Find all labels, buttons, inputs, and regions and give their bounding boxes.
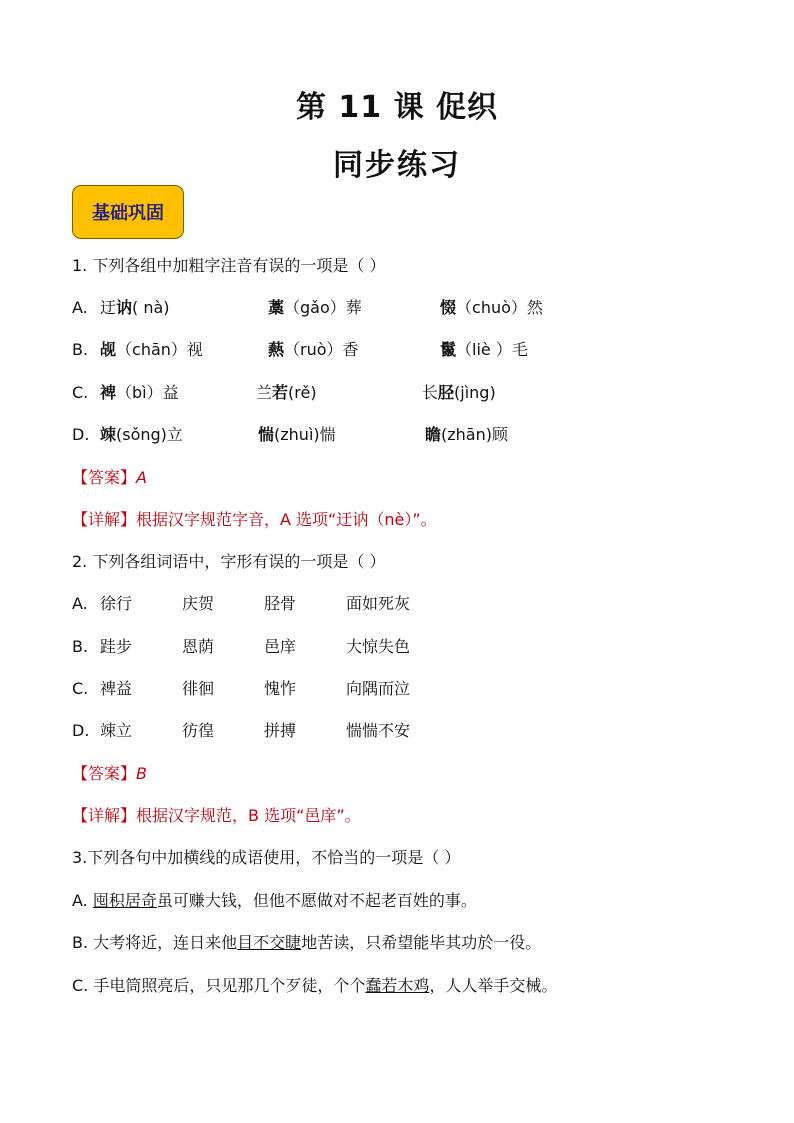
item-prefix: 迂: [100, 298, 117, 317]
answer-value: B: [136, 764, 147, 783]
sentence-pre: 大考将近，连日来他: [93, 933, 238, 952]
item-prefix: 长: [422, 383, 439, 402]
item-pinyin: (rě): [288, 383, 317, 402]
option-item: [258, 425, 336, 445]
item-pinyin: （ruò）香: [284, 340, 359, 359]
item-pinyin: (zhān)顾: [441, 425, 508, 444]
option-item: [100, 425, 183, 445]
bold-char: 瞻: [425, 425, 442, 444]
bold-char: 惙: [440, 298, 457, 317]
item-pinyin: （liè ）毛: [456, 340, 528, 359]
detail-text: 根据汉字规范字音，A 选项“迂讷（nè）”。: [136, 510, 437, 529]
item-pinyin: （gǎo）葬: [284, 298, 362, 317]
answer-label: 【答案】: [72, 764, 137, 783]
detail-label: 【详解】: [72, 510, 137, 529]
option-word: 大惊失色: [346, 637, 411, 656]
option-word: 徐行: [100, 594, 133, 613]
option-word: 竦立: [100, 721, 133, 740]
answer-label: 【答案】: [72, 468, 137, 487]
bold-char: 裨: [100, 383, 117, 402]
item-pinyin: （chān）视: [116, 340, 203, 359]
option-label: A.: [72, 298, 88, 317]
q2-detail: [72, 806, 361, 826]
option-label: B.: [72, 933, 94, 952]
option-word: 庆贺: [182, 594, 215, 613]
option-item: [268, 298, 362, 318]
option-word: 恩荫: [182, 637, 215, 656]
option-item: [422, 383, 496, 403]
bold-char: 爇: [268, 340, 285, 359]
section-badge: 基础巩固: [72, 185, 184, 239]
option-word: 向隅而泣: [346, 679, 411, 698]
page-subtitle: 同步练习: [333, 148, 461, 183]
q1-stem: 1. 下列各组中加粗字注音有误的一项是（ ）: [72, 256, 386, 275]
option-word: 拼搏: [264, 721, 297, 740]
option-item: [425, 425, 508, 445]
bold-char: 胫: [438, 383, 455, 402]
item-prefix: 兰: [256, 383, 273, 402]
option-label: D.: [72, 425, 90, 444]
q2-answer: [72, 764, 147, 784]
option-word: 胫骨: [264, 594, 297, 613]
detail-label: 【详解】: [72, 806, 137, 825]
item-pinyin: （bì）益: [116, 383, 179, 402]
option-item: [268, 340, 359, 360]
underlined-idiom: 蠢若木鸡: [365, 976, 430, 995]
q1-detail: [72, 510, 437, 530]
sentence-pre: 手电筒照亮后，只见那几个歹徒，个个: [93, 976, 366, 995]
bold-char: 藁: [268, 298, 285, 317]
option-sentence: [72, 891, 477, 911]
item-pinyin: (sǒng)立: [116, 425, 183, 444]
bold-char: 惴: [258, 425, 275, 444]
q3-stem: 3.下列各句中加横线的成语使用，不恰当的一项是（ ）: [72, 848, 461, 867]
option-sentence: [72, 976, 557, 996]
option-item: [440, 298, 543, 318]
option-label: C.: [72, 976, 94, 995]
option-item: [100, 383, 179, 403]
bold-char: 觇: [100, 340, 117, 359]
bold-char: 讷: [116, 298, 133, 317]
bold-char: 若: [272, 383, 289, 402]
option-label: C.: [72, 383, 89, 402]
sentence-post: ，人人举手交械。: [429, 976, 558, 995]
item-pinyin: (jìng): [454, 383, 496, 402]
q2-stem: 2. 下列各组词语中，字形有误的一项是（ ）: [72, 552, 386, 571]
item-pinyin: (zhuì)惴: [274, 425, 336, 444]
detail-text: 根据汉字规范，B 选项“邑庠”。: [136, 806, 361, 825]
q1-answer: [72, 468, 147, 488]
page-title: 第 11 课 促织: [295, 90, 499, 125]
sentence-post: 地苦读，只希望能毕其功於一役。: [301, 933, 542, 952]
option-word: 跬步: [100, 637, 133, 656]
option-word: 邑庠: [264, 637, 297, 656]
option-item: [440, 340, 528, 360]
option-label: D.: [72, 721, 90, 740]
underlined-idiom: 目不交睫: [237, 933, 302, 952]
option-word: 惴惴不安: [346, 721, 411, 740]
sentence-post: 虽可赚大钱，但他不愿做对不起老百姓的事。: [156, 891, 477, 910]
underlined-idiom: 囤积居奇: [92, 891, 157, 910]
option-item: [256, 383, 317, 403]
option-word: 裨益: [100, 679, 133, 698]
option-label: B.: [72, 637, 89, 656]
item-pinyin: ( nà): [132, 298, 170, 317]
answer-value: A: [136, 468, 147, 487]
option-label: A.: [72, 594, 88, 613]
option-label: B.: [72, 340, 89, 359]
option-word: 愧怍: [264, 679, 297, 698]
option-word: 彷徨: [182, 721, 215, 740]
bold-char: 竦: [100, 425, 117, 444]
option-word: 面如死灰: [346, 594, 411, 613]
option-sentence: [72, 933, 541, 953]
bold-char: 鬣: [440, 340, 457, 359]
option-item: [100, 298, 170, 318]
option-item: [100, 340, 203, 360]
item-pinyin: （chuò）然: [456, 298, 543, 317]
option-word: 徘徊: [182, 679, 215, 698]
option-label: C.: [72, 679, 89, 698]
option-label: A.: [72, 891, 93, 910]
